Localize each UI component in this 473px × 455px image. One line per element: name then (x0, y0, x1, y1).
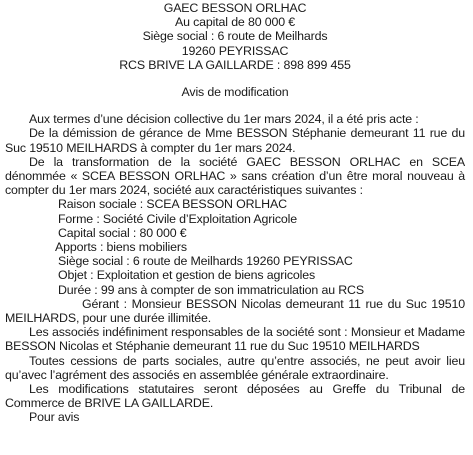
company-postal-city: 19260 PEYRISSAC (181, 43, 289, 58)
manager-paragraph: Gérant : Monsieur BESSON Nicolas demeurant 11 rue du Suc 19510 MEILHARDS, pour une durée illimitée. (5, 296, 465, 326)
notice-title: Avis de modification (181, 85, 289, 100)
signoff: Pour avis (29, 410, 80, 425)
company-rcs: RCS BRIVE LA GAILLARDE : 898 899 455 (119, 57, 351, 72)
partners-paragraph: Les associés indéfiniment responsables de la société sont : Monsieur et Madame BESSON Nicolas et Stéphanie demeurant 11 rue du Suc 19510 MEILHARDS (5, 325, 465, 354)
characteristics-list (5, 197, 465, 296)
company-capital: Au capital de 80 000 € (174, 15, 295, 30)
list-item: Objet : Exploitation et gestion de biens agricoles (58, 268, 315, 283)
list-item: Durée : 99 ans à compter de son immatriculation au RCS (58, 282, 364, 297)
transformation-paragraph: De la transformation de la société GAEC BESSON ORLHAC en SCEA dénommée « SCEA BESSON ORLHAC » sans création d’un être moral nouveau à compter du 1er mars 2024, société aux caractéristiques suivantes : (5, 154, 465, 198)
resignation-paragraph: De la démission de gérance de Mme BESSON Stéphanie demeurant 11 rue du Suc 19510 MEILHARDS à compter du 1er mars 2024. (5, 126, 465, 155)
list-item: Raison sociale : SCEA BESSON ORLHAC (58, 197, 287, 212)
notice-body (5, 112, 465, 424)
company-header (5, 1, 465, 72)
intro-paragraph: Aux termes d’une décision collective du 1er mars 2024, il a été pris acte : (29, 112, 419, 127)
share-transfers-paragraph: Toutes cessions de parts sociales, autre qu’entre associés, ne peut avoir lieu qu’avec l’agrément des associés en assemblée générale extraordinaire. (5, 353, 465, 382)
company-name: GAEC BESSON ORLHAC (163, 1, 307, 15)
list-item: Siège social : 6 route de Meilhards 19260 PEYRISSAC (58, 254, 353, 269)
company-seat: Siège social : 6 route de Meilhards (142, 29, 328, 44)
list-item: Capital social : 80 000 € (58, 225, 187, 240)
list-item: Apports : biens mobiliers (55, 240, 187, 255)
filing-paragraph: Les modifications statutaires seront déposées au Greffe du Tribunal de Commerce de BRIVE LA GAILLARDE. (5, 382, 465, 411)
list-item: Forme : Société Civile d’Exploitation Agricole (58, 211, 297, 226)
